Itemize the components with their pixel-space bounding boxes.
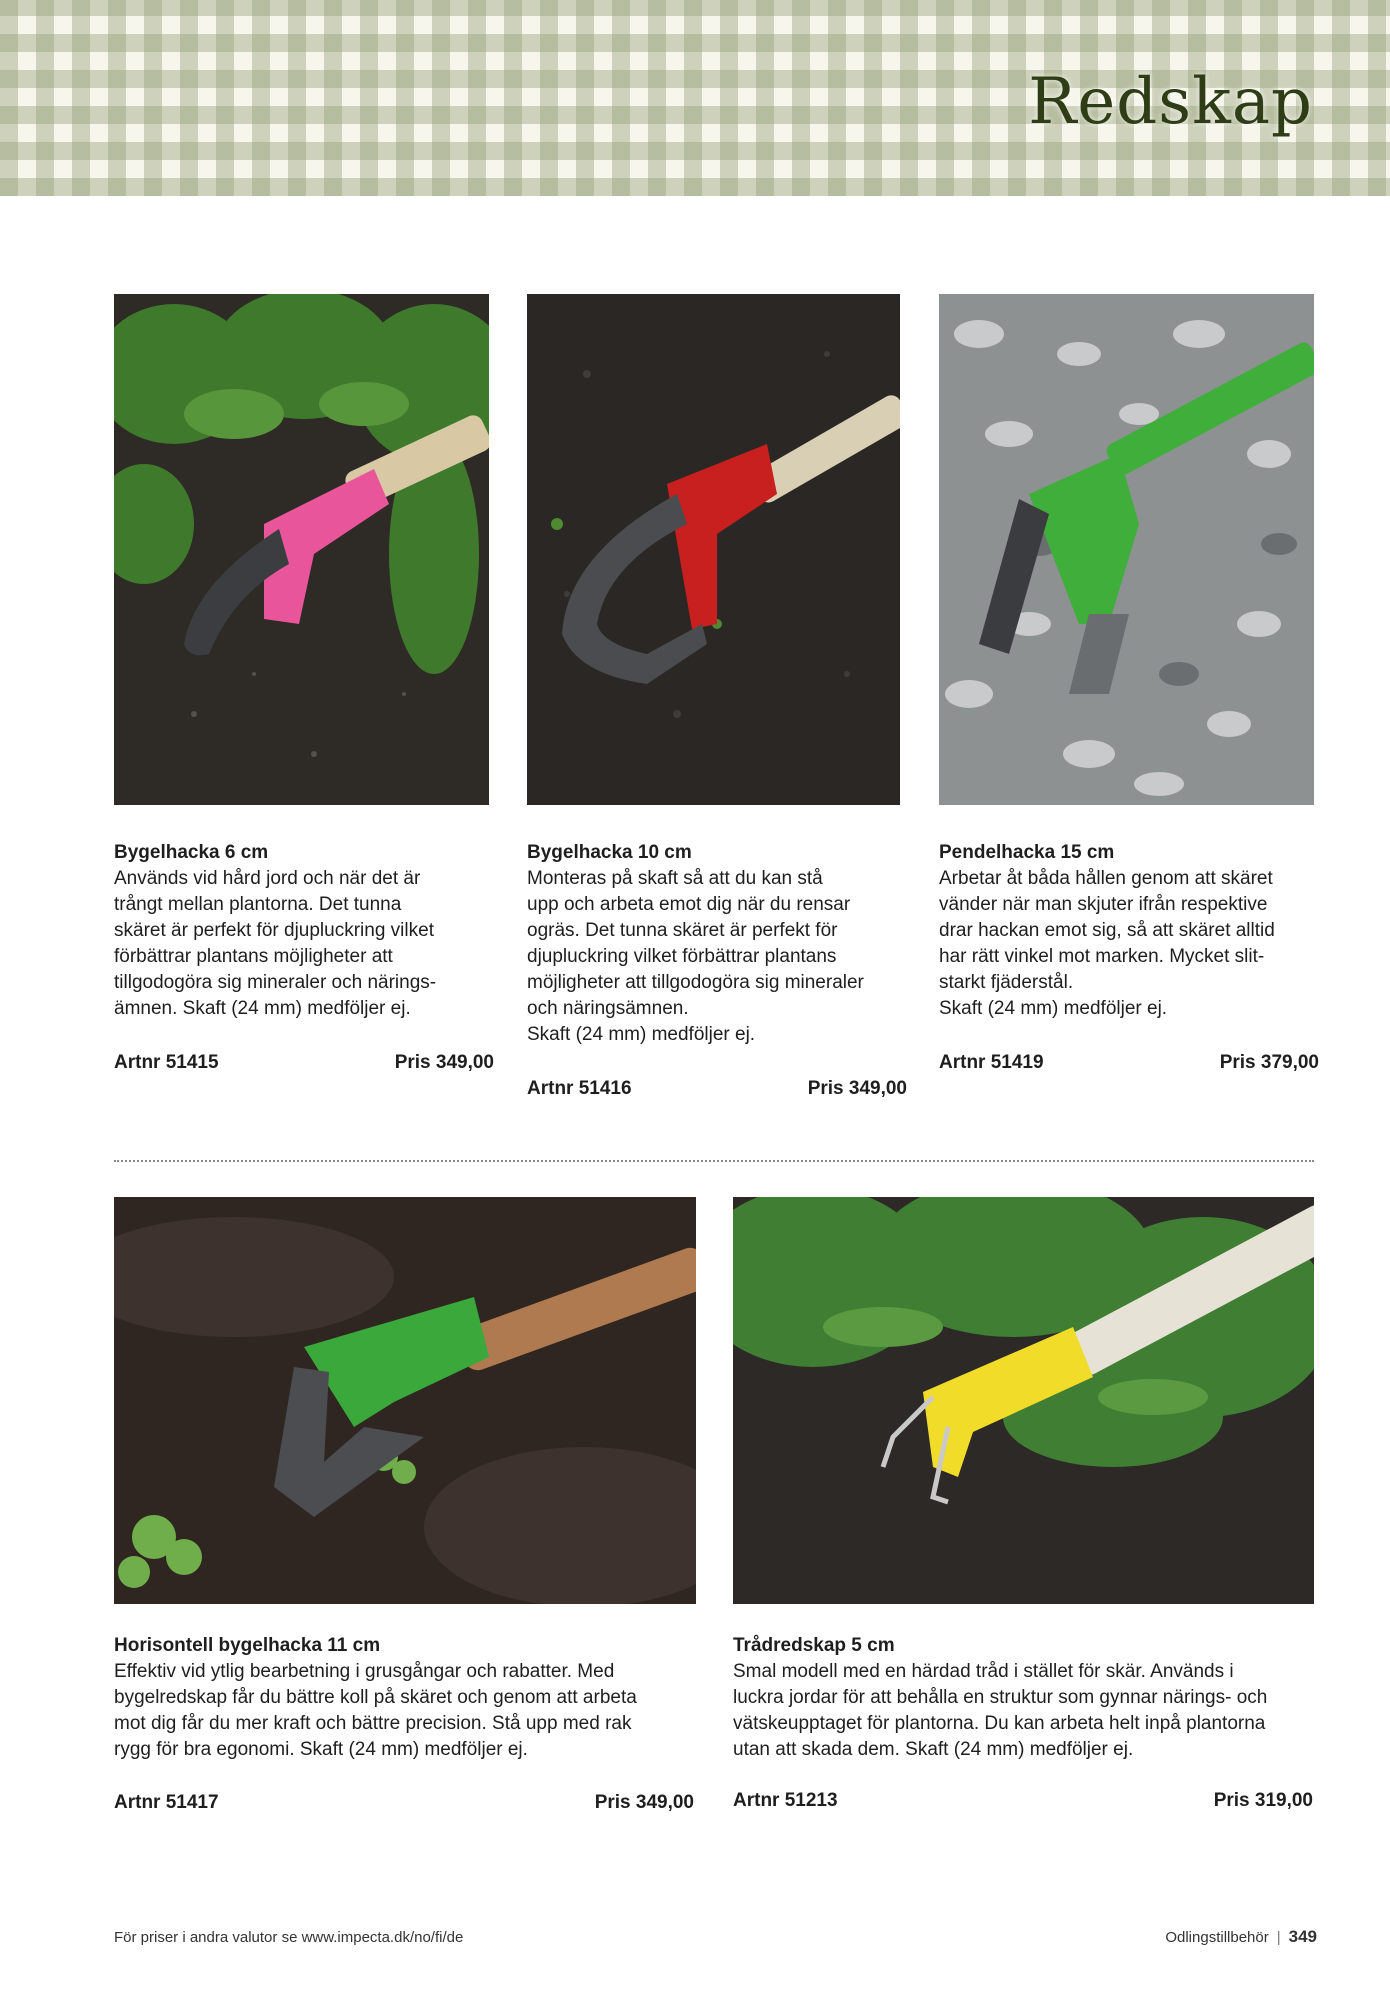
product-description: Effektiv vid ytlig bearbetning i grusgångar och rabatter. Med bygelredskap får du bättre koll på skäret och genom att arbeta mot dig får du mer kraft och bättre precision. Stå upp med rak rygg för bra egonomi. Skaft (24 mm) medföljer ej. (114, 1661, 637, 1760)
product-name: Pendelhacka 15 cm (939, 842, 1115, 863)
product-photo-horizontal-hoe (114, 1197, 696, 1604)
product-artnr: Artnr 51419 (939, 1052, 1044, 1073)
product-artnr: Artnr 51417 (114, 1792, 219, 1813)
product-description: Används vid hård jord och när det är trångt mellan plantorna. Det tunna skäret är perfekt för djupluckring vilket förbättrar plantans möjligheter att tillgodogöra sig mineraler och närings- ämnen. Skaft (24 mm) medföljer ej. (114, 868, 437, 1019)
product-photo-red-hoe (527, 294, 900, 805)
footer-currency-note: För priser i andra valutor se www.impecta.dk/no/fi/de (114, 1929, 464, 1946)
product-price: Pris 379,00 (1219, 1052, 1319, 1073)
product-artnr: Artnr 51213 (733, 1790, 838, 1811)
product-description: Arbetar åt båda hållen genom att skäret vänder när man skjuter ifrån respektive drar hackan emot sig, så att skäret alltid har rätt vinkel mot marken. Mycket slit- starkt fjäderstål. Skaft (24 mm) medföljer ej. (939, 868, 1275, 1019)
product-photo-green-pendulum-hoe (939, 294, 1314, 805)
product-price: Pris 349,00 (807, 1078, 907, 1099)
product-name: Bygelhacka 10 cm (527, 842, 692, 863)
product-description: Monteras på skaft så att du kan stå upp och arbeta emot dig när du rensar ogräs. Det tunna skäret är perfekt för djupluckring vilket förbättrar plantans möjligheter att tillgodogöra sig mineraler och näringsämnen. Skaft (24 mm) medföljer ej. (527, 868, 864, 1045)
product-name: Horisontell bygelhacka 11 cm (114, 1635, 381, 1656)
product-photo-wire-weeder (733, 1197, 1314, 1604)
product-artnr: Artnr 51416 (527, 1078, 632, 1099)
product-photo-pink-hoe (114, 294, 489, 805)
product-price: Pris 319,00 (1213, 1790, 1313, 1811)
page-number: 349 (1288, 1927, 1317, 1946)
product-name: Trådredskap 5 cm (733, 1635, 895, 1656)
product-name: Bygelhacka 6 cm (114, 842, 269, 863)
product-price: Pris 349,00 (394, 1052, 494, 1073)
footer-separator: | (1276, 1928, 1281, 1946)
footer-page-info (1165, 1927, 1317, 1947)
product-description: Smal modell med en härdad tråd i stället för skär. Används i luckra jordar för att behålla en struktur som gynnar närings- och vätskeupptaget för plantorna. Du kan arbeta helt inpå plantorna utan att skada dem. Skaft (24 mm) medföljer ej. (733, 1661, 1268, 1760)
footer-section-name: Odlingstillbehör (1165, 1928, 1269, 1946)
page-title: Redskap (1028, 65, 1313, 139)
section-divider (114, 1160, 1314, 1162)
product-price: Pris 349,00 (594, 1792, 694, 1813)
product-artnr: Artnr 51415 (114, 1052, 219, 1073)
